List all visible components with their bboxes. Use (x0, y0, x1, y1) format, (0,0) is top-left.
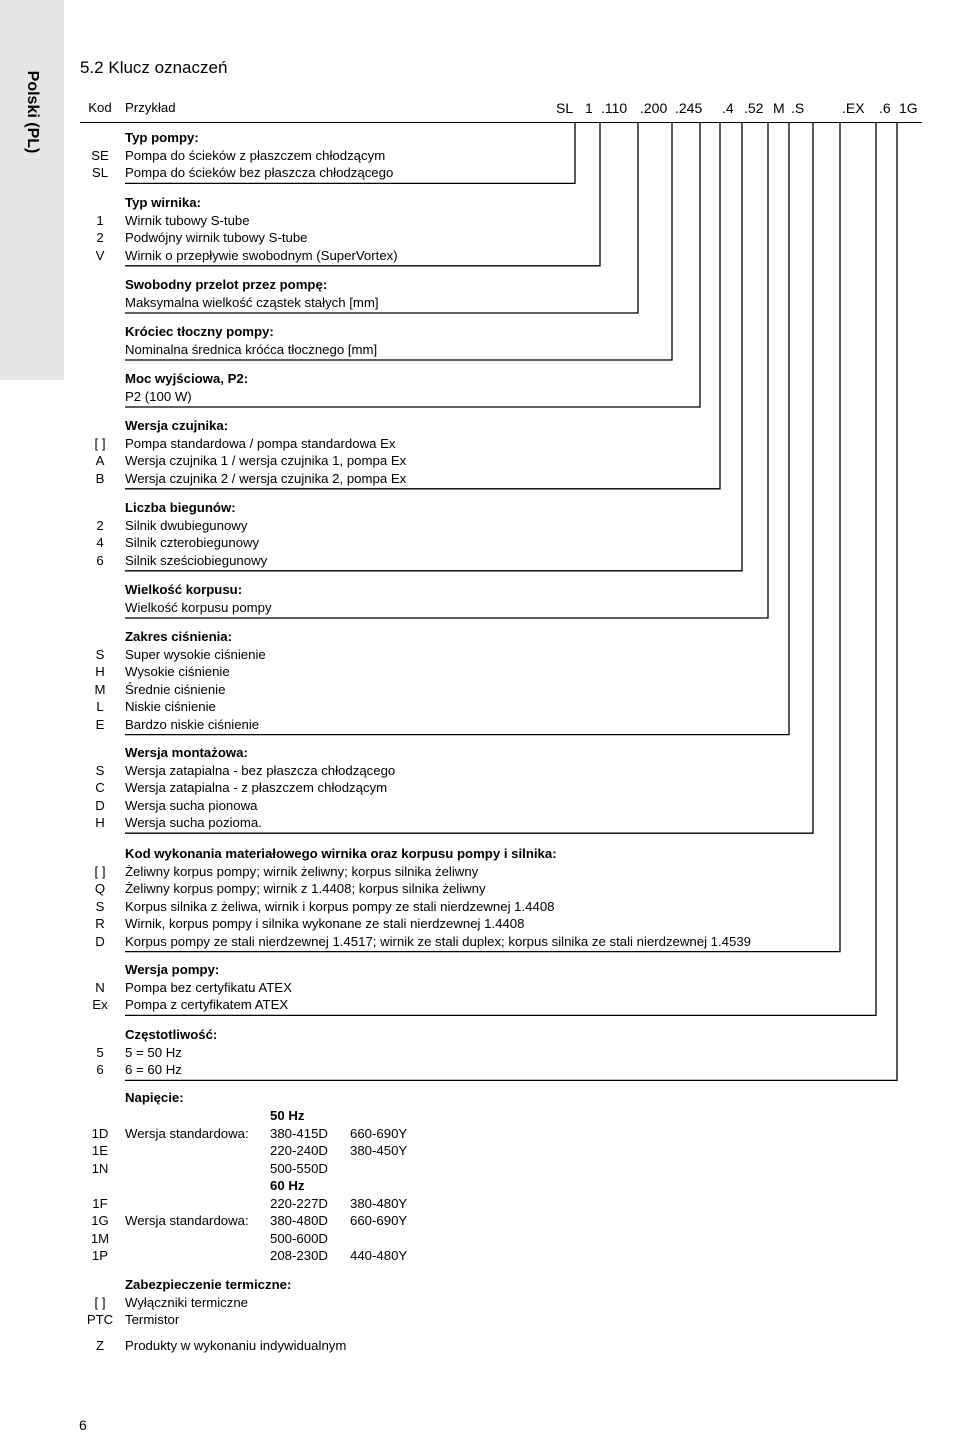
voltage-value-delta: 220-227D (270, 1195, 328, 1211)
row-text: Wersja sucha pionowa (125, 797, 258, 813)
row-text: Żeliwny korpus pompy; wirnik żeliwny; korpus silnika żeliwny (125, 864, 479, 879)
voltage-title: Napięcie: (125, 1090, 184, 1105)
custom-code: Z (95, 1338, 105, 1353)
voltage-code: 1N (91, 1160, 109, 1176)
group-title: Wersja montażowa: (125, 745, 248, 760)
row-code: SE (91, 148, 109, 163)
voltage-label: Wersja standardowa: (125, 1213, 249, 1228)
voltage-value-star: 440-480Y (350, 1248, 408, 1263)
row-code: 1 (96, 213, 104, 228)
row-text: Silnik dwubiegunowy (125, 518, 248, 533)
group-bracket (125, 123, 600, 266)
row-text: Wielkość korpusu pompy (125, 600, 272, 615)
group-bracket (125, 123, 742, 571)
row-text: Niskie ciśnienie (125, 699, 216, 715)
voltage-code: 1F (92, 1195, 108, 1211)
group-title: Króciec tłoczny pompy: (125, 324, 274, 339)
language-label: Polski (PL) (24, 70, 41, 154)
thermal-text: Wyłączniki termiczne (125, 1295, 248, 1310)
row-text: Pompa z certyfikatem ATEX (125, 997, 289, 1013)
row-text: Pompa do ścieków z płaszczem chłodzącym (125, 148, 386, 163)
voltage-code: 1P (91, 1248, 109, 1263)
row-text: 6 = 60 Hz (125, 1062, 182, 1078)
example-part: 1 (585, 100, 593, 116)
thermal-code: PTC (86, 1312, 114, 1328)
row-code: 2 (96, 230, 104, 246)
group-bracket (125, 123, 575, 183)
example-part: SL (556, 100, 574, 116)
example-part: .110 (601, 100, 628, 116)
row-text: Żeliwny korpus pompy; wirnik z 1.4408; korpus silnika żeliwny (125, 881, 486, 897)
voltage-value-delta: 500-600D (270, 1230, 328, 1246)
row-text: Wersja czujnika 2 / wersja czujnika 2, pompa Ex (125, 470, 407, 486)
row-text: Korpus silnika z żeliwa, wirnik i korpus pompy ze stali nierdzewnej 1.4408 (125, 898, 555, 914)
voltage-value-star: 660-690Y (350, 1213, 408, 1228)
group-title: Swobodny przelot przez pompę: (125, 277, 328, 292)
row-code: [ ] (94, 436, 106, 451)
row-text: Wersja sucha pozioma. (125, 815, 262, 831)
row-code: B (95, 470, 105, 486)
voltage-value-delta: 220-240D (270, 1143, 328, 1158)
example-part: .200 (640, 100, 668, 116)
row-code: C (95, 780, 105, 796)
row-code: M (94, 681, 106, 697)
voltage-value-star: 660-690Y (350, 1125, 408, 1141)
group-title: Moc wyjściowa, P2: (125, 371, 249, 386)
header-example: Przykład (125, 100, 176, 115)
row-code: A (95, 453, 105, 469)
row-code: D (95, 933, 105, 949)
group-bracket (125, 123, 672, 360)
example-part: .245 (675, 100, 703, 116)
voltage-value-delta: 50 Hz (270, 1108, 305, 1123)
example-part: .EX (842, 100, 865, 116)
row-code: 2 (96, 518, 104, 533)
voltage-code: 1D (91, 1125, 109, 1141)
example-part: .4 (722, 100, 734, 116)
row-code: 5 (96, 1045, 104, 1060)
row-code: V (95, 247, 105, 263)
voltage-value-delta: 208-230D (270, 1248, 328, 1263)
row-text: Silnik sześciobiegunowy (125, 552, 268, 568)
row-text: Pompa do ścieków bez płaszcza chłodzącego (125, 165, 394, 181)
thermal-code: [ ] (94, 1295, 106, 1310)
row-code: 4 (96, 535, 104, 551)
row-text: Maksymalna wielkość cząstek stałych [mm] (125, 295, 379, 310)
row-text: Wysokie ciśnienie (125, 664, 230, 680)
row-code: Q (94, 881, 106, 897)
group-title: Wersja czujnika: (125, 418, 229, 433)
row-text: Średnie ciśnienie (125, 681, 226, 697)
row-text: Bardzo niskie ciśnienie (125, 716, 260, 732)
row-text: Wirnik o przepływie swobodnym (SuperVortex) (125, 247, 398, 263)
voltage-value-delta: 380-415D (270, 1125, 328, 1141)
example-part: .S (791, 100, 805, 116)
row-text: Nominalna średnica króćca tłocznego [mm] (125, 342, 378, 357)
thermal-text: Termistor (125, 1312, 180, 1328)
voltage-code: 1G (91, 1213, 109, 1228)
row-code: S (95, 763, 105, 778)
row-code: SL (91, 165, 109, 181)
group-title: Wersja pompy: (125, 962, 220, 977)
row-text: Silnik czterobiegunowy (125, 535, 260, 551)
row-code: E (95, 716, 105, 732)
row-code: S (95, 898, 105, 914)
group-title: Typ pompy: (125, 130, 199, 145)
group-bracket (125, 123, 720, 489)
row-code: D (95, 797, 105, 813)
row-text: Korpus pompy ze stali nierdzewnej 1.4517; wirnik ze stali duplex; korpus silnika ze stali nierdzewnej 1.4539 (125, 933, 752, 949)
group-title: Typ wirnika: (125, 195, 201, 210)
group-bracket (125, 123, 789, 735)
row-code: Ex (92, 997, 108, 1013)
row-text: P2 (100 W) (125, 389, 192, 404)
group-bracket (125, 123, 897, 1080)
group-title: Liczba biegunów: (125, 500, 236, 515)
header-code: Kod (88, 100, 112, 115)
group-title: Kod wykonania materiałowego wirnika oraz korpusu pompy i silnika: (125, 846, 557, 861)
row-text: Super wysokie ciśnienie (125, 647, 266, 662)
voltage-value-delta: 60 Hz (270, 1178, 305, 1193)
example-part: M (773, 100, 785, 116)
voltage-code: 1M (90, 1230, 110, 1246)
group-bracket (125, 123, 840, 952)
group-title: Częstotliwość: (125, 1027, 218, 1042)
row-code: H (95, 664, 105, 680)
voltage-label: Wersja standardowa: (125, 1125, 249, 1141)
example-part: .6 (879, 100, 891, 116)
row-text: Pompa standardowa / pompa standardowa Ex (125, 436, 396, 451)
row-code: 6 (96, 1062, 104, 1078)
voltage-code: 1E (91, 1143, 109, 1158)
row-code: N (95, 980, 105, 995)
row-text: Podwójny wirnik tubowy S-tube (125, 230, 308, 246)
row-text: Wirnik, korpus pompy i silnika wykonane ze stali nierdzewnej 1.4408 (125, 916, 525, 932)
row-code: S (95, 647, 105, 662)
example-part: .52 (744, 100, 764, 116)
page-number: 6 (79, 1417, 87, 1433)
row-code: 6 (96, 552, 104, 568)
custom-text: Produkty w wykonaniu indywidualnym (125, 1338, 347, 1353)
group-bracket (125, 123, 876, 1015)
voltage-value-delta: 500-550D (270, 1160, 328, 1176)
group-bracket (125, 123, 700, 407)
row-code: [ ] (94, 864, 106, 879)
thermal-title: Zabezpieczenie termiczne: (125, 1277, 292, 1292)
voltage-value-star: 380-480Y (350, 1195, 408, 1211)
row-text: Pompa bez certyfikatu ATEX (125, 980, 292, 995)
group-title: Zakres ciśnienia: (125, 629, 233, 644)
row-code: R (95, 916, 105, 932)
section-title: 5.2 Klucz oznaczeń (80, 58, 228, 77)
row-text: Wirnik tubowy S-tube (125, 213, 250, 228)
group-bracket (125, 123, 638, 313)
voltage-value-star: 380-450Y (350, 1143, 408, 1158)
example-part: 1G (899, 100, 918, 116)
row-text: Wersja zatapialna - bez płaszcza chłodzącego (125, 763, 396, 778)
group-bracket (125, 123, 813, 833)
voltage-value-delta: 380-480D (270, 1213, 328, 1228)
row-text: 5 = 50 Hz (125, 1045, 182, 1060)
group-title: Wielkość korpusu: (125, 582, 243, 597)
row-text: Wersja czujnika 1 / wersja czujnika 1, pompa Ex (125, 453, 407, 469)
row-text: Wersja zatapialna - z płaszczem chłodzącym (125, 780, 388, 796)
row-code: H (95, 815, 105, 831)
row-code: L (96, 699, 104, 715)
